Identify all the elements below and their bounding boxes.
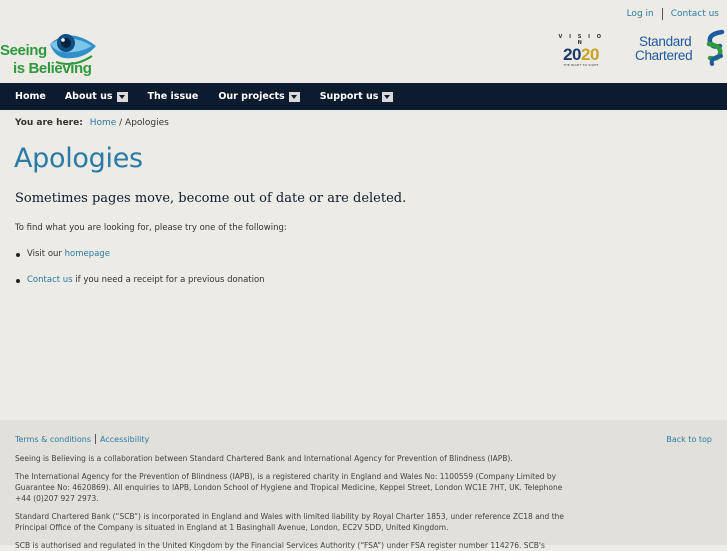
vision-year-a: 20 (563, 45, 581, 64)
footer-paragraph-4: SCB is authorised and regulated in the United Kingdom by the Financial Services Authority (“FSA”) under FSA register number 114276. SCB's (15, 541, 545, 550)
back-to-top-link[interactable]: Back to top (666, 435, 712, 444)
footer-paragraph-2: The International Agency for the Prevention of Blindness (IAPB), is a registered charity in England and Wales No: 1100559 (Company Limited by Guarantee No: 4620869). All enquiries to IAPB, London School of Hygiene and Tropical Medicine, Keppel Street, London WC1E 7HT, UK. Telephone +44 (0)207 927 2973. (15, 472, 563, 503)
nav-item-label: Our projects (218, 91, 285, 102)
nav-item-about-us[interactable] (65, 91, 128, 102)
main-nav (0, 83, 727, 110)
logo-line-2: is Believing (13, 60, 92, 77)
footer-paragraph-3: Standard Chartered Bank (“SCB”) is incorporated in England and Wales with limited liability by Royal Charter 1853, under reference ZC18 and the Principal Office of the Company is situated in England at 1 Basinghall Avenue, London, EC2V 5DD, United Kingdom. (15, 512, 565, 532)
vision-2020-logo (556, 34, 606, 67)
seeing-is-believing-logo[interactable] (0, 28, 100, 78)
nav-item-support-us[interactable] (320, 91, 394, 102)
terms-link[interactable]: Terms & conditions (15, 434, 92, 444)
standard-chartered-logo[interactable] (634, 34, 727, 66)
dropdown-arrow-icon[interactable] (117, 92, 128, 102)
breadcrumb-label: You are here: (15, 118, 83, 128)
nav-item-label: Home (15, 91, 46, 102)
login-link[interactable]: Log in (626, 9, 654, 19)
page-title: Apologies (14, 143, 143, 174)
partner-line-2: Chartered (635, 48, 693, 63)
logo-line-1: Seeing (0, 42, 47, 59)
partner-line-1: Standard (639, 34, 692, 49)
vision-year (556, 46, 606, 63)
dropdown-arrow-icon[interactable] (289, 92, 300, 102)
footer-links-divider (95, 434, 96, 444)
homepage-link[interactable]: homepage (64, 249, 110, 259)
accessibility-link[interactable]: Accessibility (100, 434, 150, 444)
vision-tagline: THE RIGHT TO SIGHT (563, 63, 599, 67)
page-subtitle: Sometimes pages move, become out of date or are deleted. (15, 191, 407, 206)
list-item (15, 275, 265, 301)
dropdown-arrow-icon[interactable] (382, 92, 393, 102)
breadcrumb-home-link[interactable]: Home (89, 118, 117, 128)
breadcrumb (15, 118, 169, 128)
list-item-text: Visit our (27, 249, 65, 259)
list-item (15, 249, 265, 275)
nav-item-label: About us (64, 91, 113, 102)
site-footer (0, 420, 727, 550)
breadcrumb-current: / Apologies (119, 118, 169, 128)
nav-item-label: The issue (147, 91, 199, 102)
intro-text: To find what you are looking for, please try one of the following: (15, 223, 287, 233)
footer-paragraph-1: Seeing is Believing is a collaboration between Standard Chartered Bank and International Agency for Prevention of Blindness (IAPB). (15, 454, 513, 463)
suggestions-list (15, 249, 265, 301)
vision-year-b: 20 (581, 45, 599, 64)
nav-item-home[interactable] (15, 91, 46, 102)
nav-item-our-projects[interactable] (218, 91, 299, 102)
nav-item-label: Support us (319, 91, 379, 102)
footer-links (15, 434, 149, 444)
list-item-text: if you need a receipt for a previous donation (72, 275, 265, 285)
standard-chartered-mark-icon (704, 30, 727, 68)
contact-us-inline-link[interactable]: Contact us (27, 275, 73, 285)
nav-item-the-issue[interactable] (148, 91, 199, 102)
site-header (0, 0, 727, 83)
vision-label: V I S I O N (558, 34, 604, 46)
contact-us-link[interactable]: Contact us (670, 9, 719, 19)
top-links (619, 8, 727, 20)
